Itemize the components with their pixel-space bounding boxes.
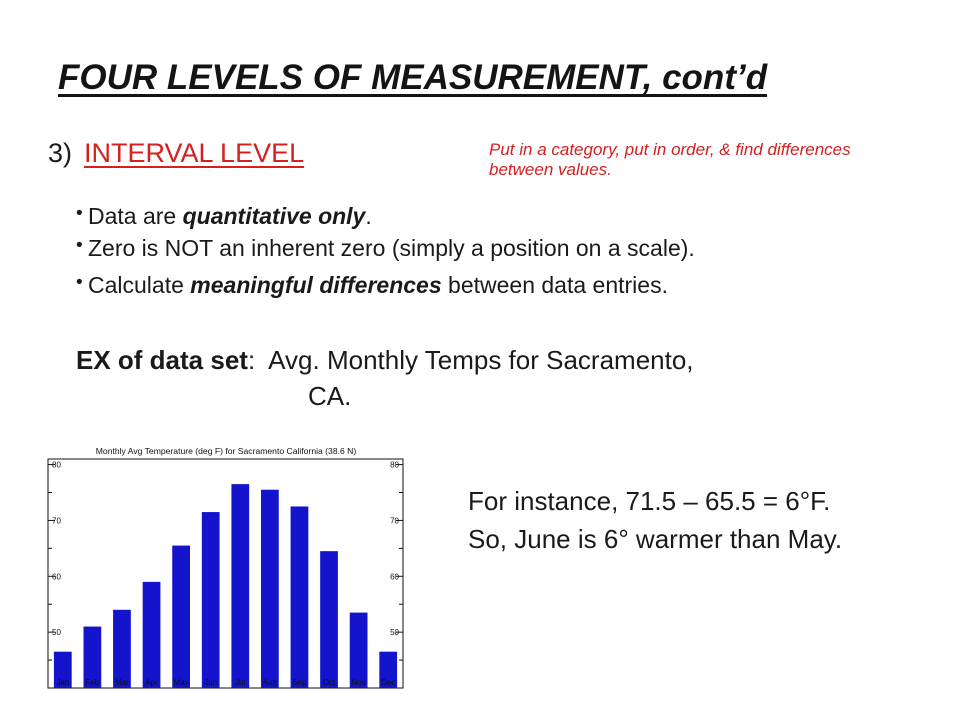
slide-title: FOUR LEVELS OF MEASUREMENT, cont’d: [58, 58, 768, 97]
y-tick-label-right: 60: [390, 572, 399, 582]
example-label: EX of data set: [76, 345, 248, 375]
level-note: Put in a category, put in order, & find differences between values.: [489, 140, 851, 179]
temperature-bar-chart: [34, 437, 418, 693]
x-tick-label: Aug: [262, 678, 277, 687]
x-tick-label: May: [173, 678, 189, 687]
section-heading: [48, 138, 304, 169]
bullet-item: • Data are quantitative only.: [76, 203, 695, 235]
chart-title: Monthly Avg Temperature (deg F) for Sacramento California (38.6 N): [95, 446, 357, 456]
instance-text: [468, 482, 842, 558]
y-tick-label-left: 50: [52, 628, 61, 638]
bar-jun: [202, 512, 220, 688]
bar-oct: [320, 551, 338, 688]
x-tick-label: Jun: [204, 678, 218, 687]
x-tick-label: Nov: [351, 678, 366, 687]
x-tick-label: Dec: [381, 678, 396, 687]
bullet-item: • Zero is NOT an inherent zero (simply a position on a scale).: [76, 235, 695, 272]
y-tick-label-right: 50: [390, 628, 399, 638]
bar-mar: [113, 610, 131, 688]
bar-sep: [291, 506, 309, 688]
bullet-list: [76, 203, 695, 299]
x-tick-label: Apr: [145, 678, 158, 687]
example-desc: Avg. Monthly Temps for Sacramento,: [255, 345, 694, 375]
y-tick-label-left: 60: [52, 572, 61, 582]
bar-apr: [143, 582, 161, 688]
x-tick-label: Jul: [235, 678, 246, 687]
bar-jul: [231, 484, 249, 688]
bar-may: [172, 546, 190, 688]
x-tick-label: Oct: [322, 678, 336, 687]
y-tick-label-right: 80: [390, 460, 399, 470]
y-tick-label-right: 70: [390, 516, 399, 526]
bullet-emphasis: meaningful differences: [190, 272, 442, 298]
bar-nov: [350, 613, 368, 688]
bar-aug: [261, 490, 279, 688]
x-tick-label: Jan: [56, 678, 70, 687]
section-number: 3): [48, 138, 73, 168]
example-desc-cont: CA.: [308, 381, 352, 411]
section-level: INTERVAL LEVEL: [84, 138, 305, 168]
instance-line: So, June is 6° warmer than May.: [468, 524, 843, 554]
y-tick-label-left: 70: [52, 516, 61, 526]
bullet-item: • Calculate meaningful differences between data entries.: [76, 272, 695, 299]
bullet-emphasis: quantitative only: [182, 203, 366, 229]
x-tick-label: Feb: [85, 678, 100, 687]
x-tick-label: Sep: [292, 678, 307, 687]
example-text: EX of data set: Avg. Monthly Temps for Sacramento, CA.: [76, 342, 876, 414]
instance-line: For instance, 71.5 – 65.5 = 6°F.: [468, 486, 831, 516]
y-tick-label-left: 80: [52, 460, 61, 470]
x-tick-label: Mar: [115, 678, 129, 687]
